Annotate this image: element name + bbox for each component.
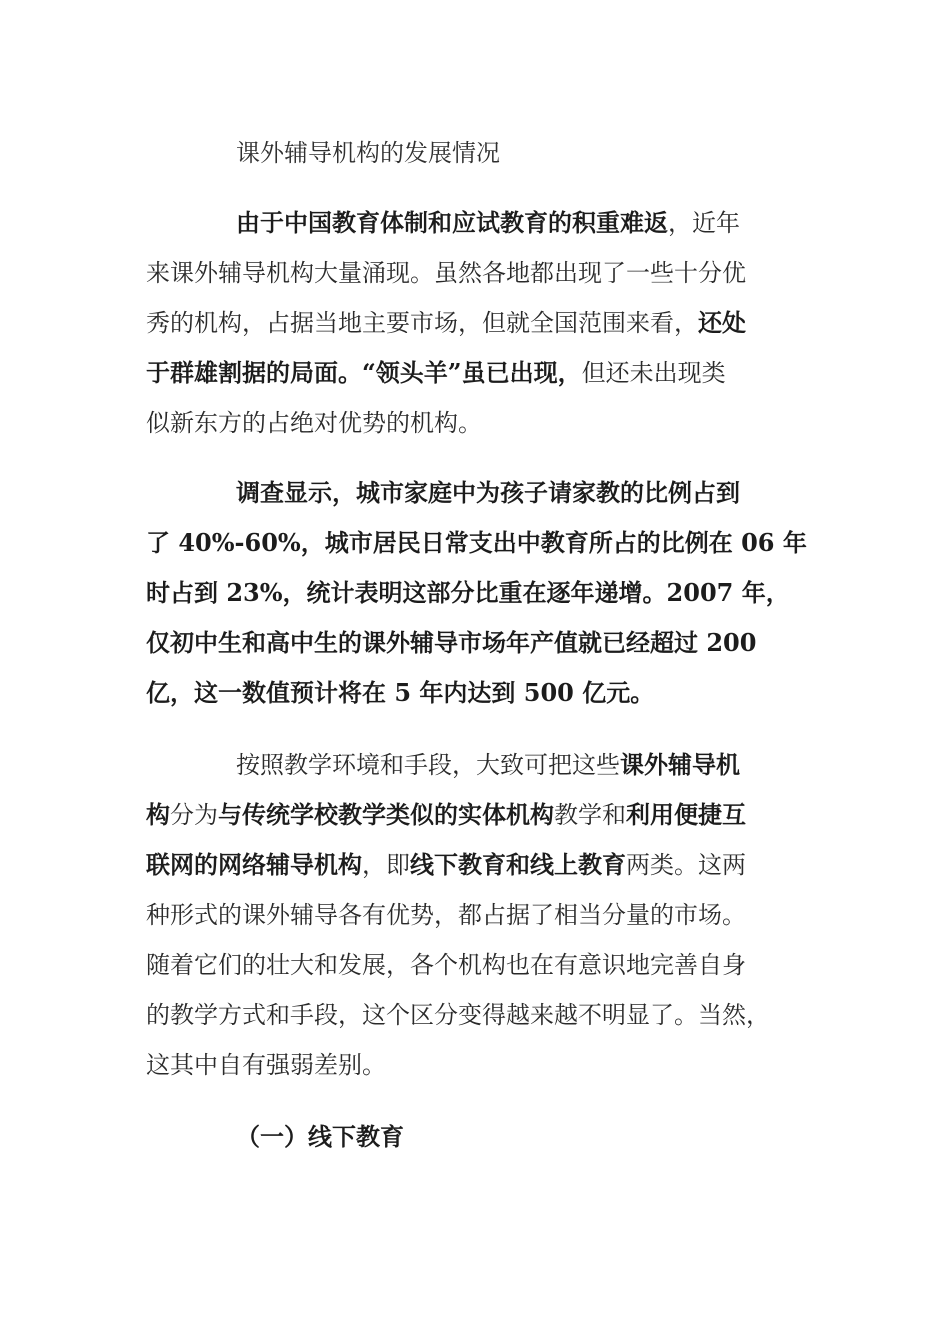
bold-text-run: 调查显示，城市家庭中为孩子请家教的比例占到 bbox=[236, 478, 740, 507]
bold-text-run: 利用便捷互 bbox=[626, 800, 746, 829]
text-run: 随着它们的壮大和发展，各个机构也在有意识地完善自身 bbox=[146, 951, 746, 979]
text-line bbox=[146, 298, 810, 348]
bold-text-run: 由于中国教育体制和应试教育的积重难返 bbox=[236, 208, 668, 237]
bold-text-run: 仅初中生和高中生的课外辅导市场年产值就已经超过 200 bbox=[146, 628, 757, 657]
text-line bbox=[146, 840, 810, 890]
text-run: 教学和 bbox=[554, 801, 626, 829]
bold-text-run: 了 40%-60%，城市居民日常支出中教育所占的比例在 06 年 bbox=[146, 528, 807, 557]
text-line bbox=[146, 618, 810, 668]
bold-text-run: 还处 bbox=[698, 308, 746, 337]
bold-text-run: 联网的网络辅导机构 bbox=[146, 850, 362, 879]
text-run: ，即 bbox=[362, 851, 410, 879]
bold-text-run: 构 bbox=[146, 800, 170, 829]
paragraph-2 bbox=[146, 468, 810, 718]
text-line bbox=[146, 890, 810, 940]
text-run: 种形式的课外辅导各有优势，都占据了相当分量的市场。 bbox=[146, 901, 746, 929]
text-run: 按照教学环境和手段，大致可把这些 bbox=[236, 751, 620, 779]
text-run: 但还未出现类 bbox=[581, 359, 726, 387]
bold-text-run: 亿，这一数值预计将在 5 年内达到 500 亿元。 bbox=[146, 678, 655, 707]
text-line bbox=[146, 248, 810, 298]
bold-text-run: 与传统学校教学类似的实体机构 bbox=[218, 800, 554, 829]
text-run: ，近年 bbox=[668, 209, 740, 237]
paragraph-3 bbox=[146, 740, 810, 1090]
paragraph-1 bbox=[146, 198, 810, 448]
text-run: 分为 bbox=[170, 801, 218, 829]
text-run: 秀的机构，占据当地主要市场，但就全国范围来看， bbox=[146, 309, 698, 337]
text-run: 来课外辅导机构大量涌现。虽然各地都出现了一些十分优 bbox=[146, 259, 746, 287]
text-line bbox=[146, 740, 810, 790]
text-line bbox=[146, 198, 810, 248]
bold-text-run: 线下教育和线上教育 bbox=[410, 850, 626, 879]
bold-text-run: 于群雄割据的局面。“领头羊”虽已出现， bbox=[146, 358, 582, 387]
text-line bbox=[146, 518, 810, 568]
text-line bbox=[146, 348, 810, 398]
text-line bbox=[146, 790, 810, 840]
text-line bbox=[146, 1040, 810, 1090]
text-line bbox=[146, 398, 810, 448]
text-line bbox=[146, 940, 810, 990]
text-line bbox=[146, 668, 810, 718]
text-line bbox=[146, 468, 810, 518]
text-run: 两类。这两 bbox=[626, 851, 746, 879]
text-run: 似新东方的占绝对优势的机构。 bbox=[146, 409, 482, 437]
bold-text-run: 时占到 23%，统计表明这部分比重在逐年递增。2007 年， bbox=[146, 578, 790, 607]
text-run: 的教学方式和手段，这个区分变得越来越不明显了。当然， bbox=[146, 1001, 770, 1029]
text-run: 这其中自有强弱差别。 bbox=[146, 1051, 386, 1079]
text-line bbox=[146, 568, 810, 618]
section-heading-offline-education: （一）线下教育 bbox=[236, 1122, 404, 1151]
text-line bbox=[146, 990, 810, 1040]
document-title: 课外辅导机构的发展情况 bbox=[236, 139, 500, 167]
bold-text-run: 课外辅导机 bbox=[620, 750, 740, 779]
